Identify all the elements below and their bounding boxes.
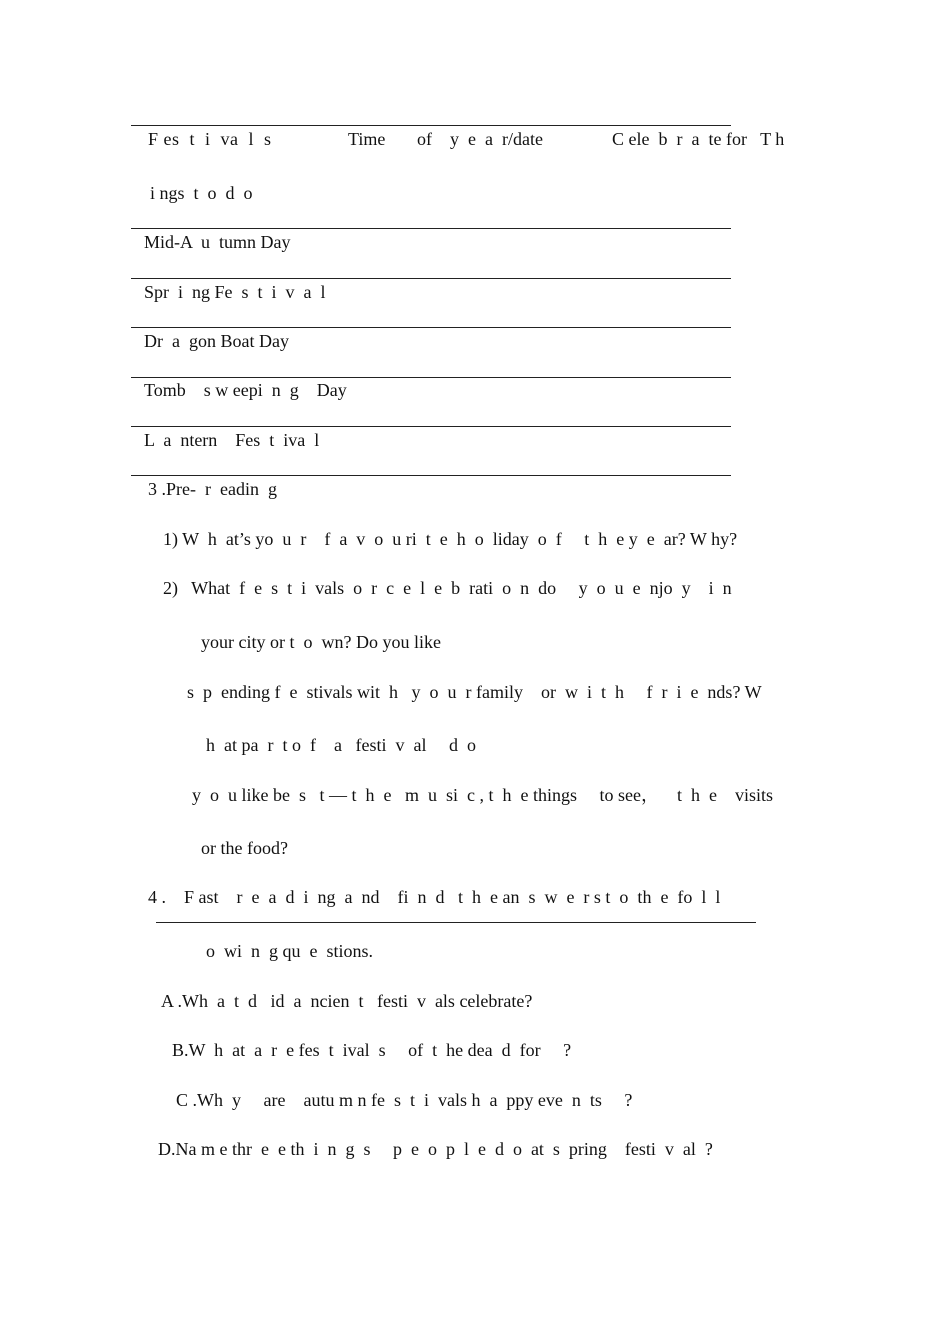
- header-time: Time: [348, 129, 386, 149]
- pre-reading-question-2-cont: y o u like be s t — t h e m u si c , t h e things to see， t h e visits: [192, 785, 773, 805]
- row-rule: [131, 377, 731, 378]
- header-festivals: F es t i va l s: [148, 129, 272, 149]
- fast-reading-rule: [156, 922, 756, 923]
- question-c: C .Wh y are autu m n fe s t i vals h a ppy eve n ts ?: [176, 1090, 633, 1110]
- question-d: D.Na m e thr e e th i n g s p e o p l e d o at s pring festi v al ?: [158, 1139, 713, 1159]
- fast-reading-heading-cont: o wi n g qu e stions.: [206, 941, 374, 961]
- row-festival-name: Mid-A u tumn Day: [144, 232, 291, 252]
- row-rule: [131, 327, 731, 328]
- row-festival-name: Dr a gon Boat Day: [144, 331, 289, 351]
- pre-reading-question-2: 2) What f e s t i vals o r c e l e b rati o n do y o u e njo y i n: [163, 578, 732, 598]
- row-rule: [131, 426, 731, 427]
- row-festival-name: L a ntern Fes t iva l: [144, 430, 320, 450]
- row-festival-name: Spr i ng Fe s t i v a l: [144, 282, 326, 302]
- row-rule: [131, 278, 731, 279]
- fast-reading-heading: 4 . F ast r e a d i ng a nd fi n d t h e an s w e r s t o th e fo l l: [148, 887, 721, 907]
- row-festival-name: Tomb s w eepi n g Day: [144, 380, 347, 400]
- pre-reading-question-2-cont: h at pa r t o f a festi v al d o: [206, 735, 476, 755]
- pre-reading-heading: 3 .Pre- r eadin g: [148, 479, 277, 499]
- header-celebrate-for: C ele b r a te for T h: [612, 129, 785, 149]
- pre-reading-question-2-cont: s p ending f e stivals wit h y o u r family or w i t h f r i e nds? W: [187, 682, 762, 702]
- pre-reading-question-2-cont: or the food?: [201, 838, 288, 858]
- question-b: B.W h at a r e fes t ival s of t he dea d for ?: [172, 1040, 572, 1060]
- pre-reading-question-1: 1) W h at’s yo u r f a v o u ri t e h o liday o f t h e y e ar? W hy?: [163, 529, 738, 549]
- table-top-rule: [131, 125, 731, 126]
- question-a: A .Wh a t d id a ncien t festi v als celebrate?: [161, 991, 533, 1011]
- header-rule: [131, 228, 731, 229]
- pre-reading-question-2-cont: your city or t o wn? Do you like: [201, 632, 441, 652]
- header-things-to-do: i ngs t o d o: [150, 183, 253, 203]
- header-of-year-date: of y e a r/date: [417, 129, 543, 149]
- table-bottom-rule: [131, 475, 731, 476]
